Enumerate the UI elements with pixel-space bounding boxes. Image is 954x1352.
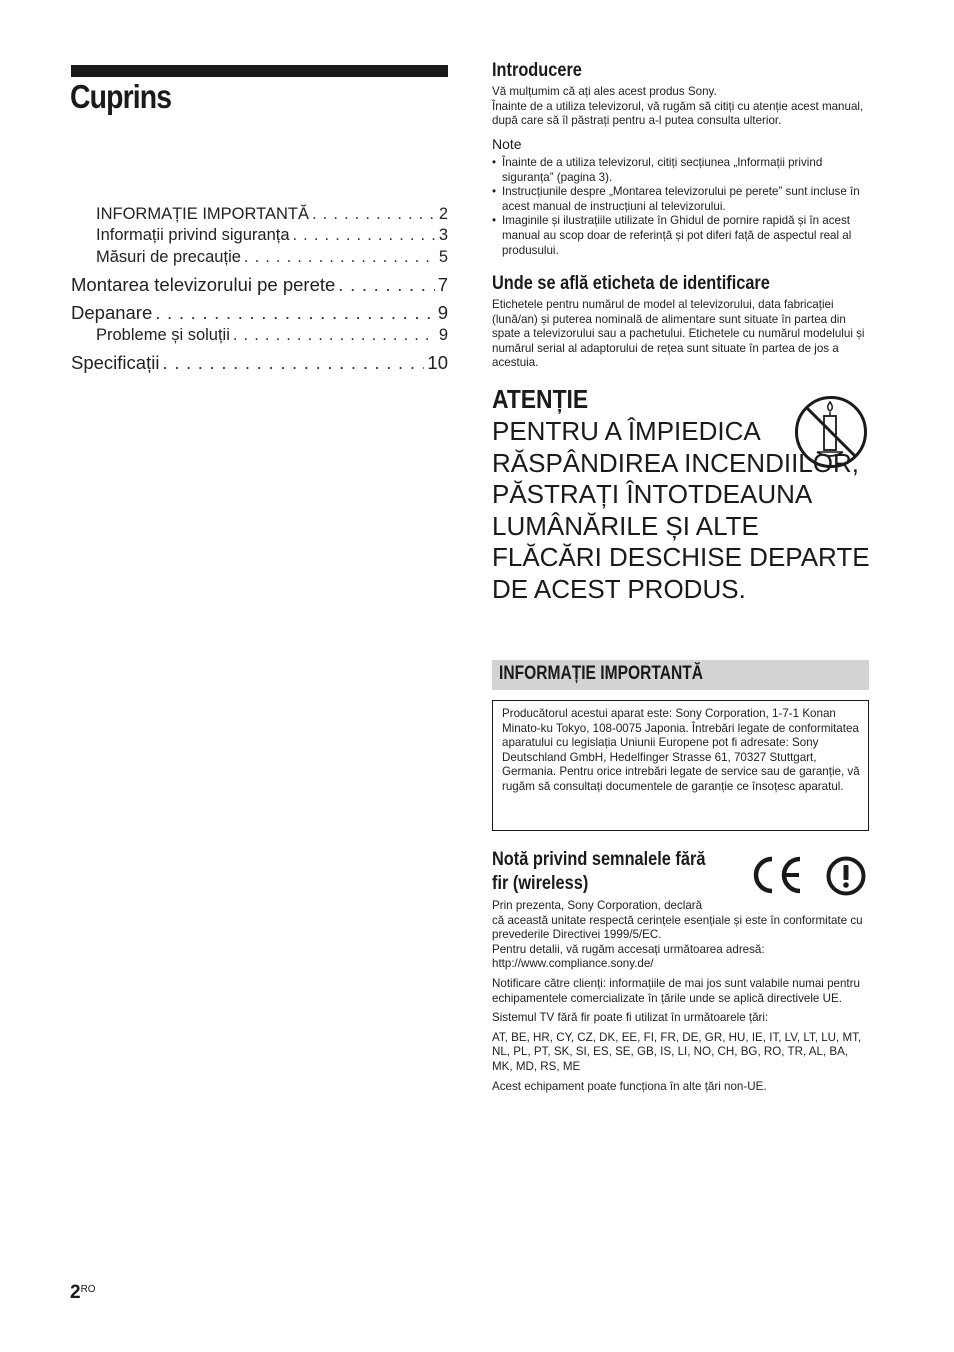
- no-candle-icon: [793, 394, 869, 470]
- manufacturer-text: Producătorul acestui aparat este: Sony Corporation, 1-7-1 Konan Minato-ku Tokyo, 108-0075 Japonia. Întrebări legate de conformitatea aparatului cu legislația Uniunii Europene pot fi adresate: Sony Deutschland GmbH, Hedelfinger Strasse 61, 70327 Stuttgart, Germania. Pentru orice intrebări legate de service sau de garanție, vă rugăm să consultați documentele de garanție ce însoțesc aparatul.: [502, 707, 860, 793]
- note-item: • Înainte de a utiliza televizorul, citiți secțiunea „Informații privind siguranța” (pagina 3).: [492, 156, 870, 185]
- toc-item-text: Depanare: [71, 302, 153, 323]
- toc-item-page: 9: [438, 326, 448, 344]
- wireless-heading-line: Notă privind semnalele fără: [492, 849, 706, 870]
- label-heading: Unde se află eticheta de identificare: [492, 273, 770, 294]
- wireless-paragraph: Prin prezenta, Sony Corporation, declară: [492, 899, 703, 912]
- note-item: • Instrucțiunile despre „Montarea televizorului pe perete” sunt incluse în acest manual de instrucțiuni al televizorului.: [492, 185, 870, 214]
- important-info-heading: INFORMAȚIE IMPORTANTĂ: [499, 663, 703, 684]
- title-bar: [71, 65, 448, 77]
- intro-line: Vă mulțumim că ați ales acest produs Sony.: [492, 85, 717, 98]
- wireless-paragraph: Acest echipament poate funcționa în alte țări non-UE.: [492, 1079, 767, 1093]
- warning-text: PENTRU A ÎMPIEDICA RĂSPÂNDIREA INCENDIILOR, PĂSTRAȚI ÎNTOTDEAUNA LUMÂNĂRILE ȘI ALTE FLĂCĂRI DESCHISE DEPARTE DE ACEST PRODUS.: [492, 416, 870, 604]
- notes-list: [492, 156, 870, 258]
- alert-icon: [826, 856, 866, 896]
- wireless-paragraph: Notificare către clienți: informațiile de mai jos sunt valabile numai pentru echipamentele comercializate în țările unde se aplică directivele UE.: [492, 976, 860, 1005]
- note-text: Înainte de a utiliza televizorul, citiți secțiunea „Informații privind siguranța” (pagina 3).: [502, 156, 823, 184]
- toc-item-page: 2: [438, 205, 448, 223]
- note-text: Imaginile și ilustrațiile utilizate în Ghidul de pornire rapidă și în acest manual au scop doar de referință și pot diferi față de aspectul real al produsului.: [502, 214, 852, 257]
- intro-text: [492, 85, 870, 129]
- wireless-paragraph: Sistemul TV fără fir poate fi utilizat în următoarele țări:: [492, 1011, 769, 1025]
- toc-item[interactable]: [96, 248, 448, 267]
- page-language: RO: [80, 1284, 96, 1295]
- wireless-paragraph: că această unitate respectă cerințele esențiale și este în conformitate cu prevederile Directivei 1999/5/EC.: [492, 913, 863, 942]
- warning-heading: ATENȚIE: [492, 384, 589, 414]
- wireless-heading-line: fir (wireless): [492, 873, 589, 894]
- toc-item-text: Măsuri de precauție: [96, 248, 241, 266]
- page-title: Cuprins: [70, 78, 172, 115]
- toc-item-text: Montarea televizorului pe perete: [71, 274, 336, 295]
- toc-item[interactable]: [96, 226, 448, 245]
- toc-item[interactable]: [96, 205, 448, 224]
- toc-item-page: 10: [427, 352, 448, 373]
- toc-item-text: Specificații: [71, 352, 160, 373]
- toc-item[interactable]: [96, 326, 448, 345]
- toc-item-text: Probleme și soluții: [96, 326, 230, 344]
- page-number-value: 2: [70, 1282, 81, 1303]
- wireless-paragraph: Pentru detalii, vă rugăm accesați următoarea adresă:: [492, 942, 765, 956]
- toc-item[interactable]: [71, 274, 448, 296]
- intro-heading: Introducere: [492, 60, 582, 81]
- toc-item-text: Informații privind siguranța: [96, 226, 290, 244]
- note-text: Instrucțiunile despre „Montarea televizorului pe perete” sunt incluse în acest manual de instrucțiuni al televizorului.: [502, 185, 860, 213]
- note-item: • Imaginile și ilustrațiile utilizate în Ghidul de pornire rapidă și în acest manual au scop doar de referință și pot diferi față de aspectul real al produsului.: [492, 214, 870, 258]
- page-number: [70, 1282, 96, 1304]
- manufacturer-box: [492, 700, 869, 831]
- compliance-link[interactable]: http://www.compliance.sony.de/: [492, 957, 654, 971]
- important-info-bar: [492, 660, 869, 690]
- toc-item[interactable]: [71, 352, 448, 374]
- toc-item-page: 3: [438, 226, 448, 244]
- wireless-text: [492, 899, 870, 1094]
- country-list: AT, BE, HR, CY, CZ, DK, EE, FI, FR, DE, GR, HU, IE, IT, LV, LT, LU, MT, NL, PL, PT, SK, SI, ES, SE, GB, IS, LI, NO, CH, BG, RO, TR, AL, BA, MK, MD, RS, ME: [492, 1030, 862, 1073]
- toc-item-page: 5: [438, 248, 448, 266]
- toc-item-page: 9: [437, 302, 448, 323]
- toc-item-page: 7: [437, 274, 448, 295]
- toc-item-text: INFORMAȚIE IMPORTANTĂ: [96, 205, 309, 223]
- label-text: Etichetele pentru numărul de model al televizorului, data fabricației (lună/an) și puterea nominală de alimentare sunt situate în partea din spate a televizorului sau a pachetului. Etichetele cu numărul modelului și numărul serial al adaptorului de rețea sunt situate în partea de jos a acestuia.: [492, 298, 865, 370]
- notes-heading: Note: [492, 136, 522, 152]
- intro-line: Înainte de a utiliza televizorul, vă rugăm să citiți cu atenție acest manual, după care să îl păstrați pentru a-l putea consulta ulterior.: [492, 99, 864, 128]
- toc-item[interactable]: [71, 302, 448, 324]
- ce-mark-icon: [748, 855, 806, 895]
